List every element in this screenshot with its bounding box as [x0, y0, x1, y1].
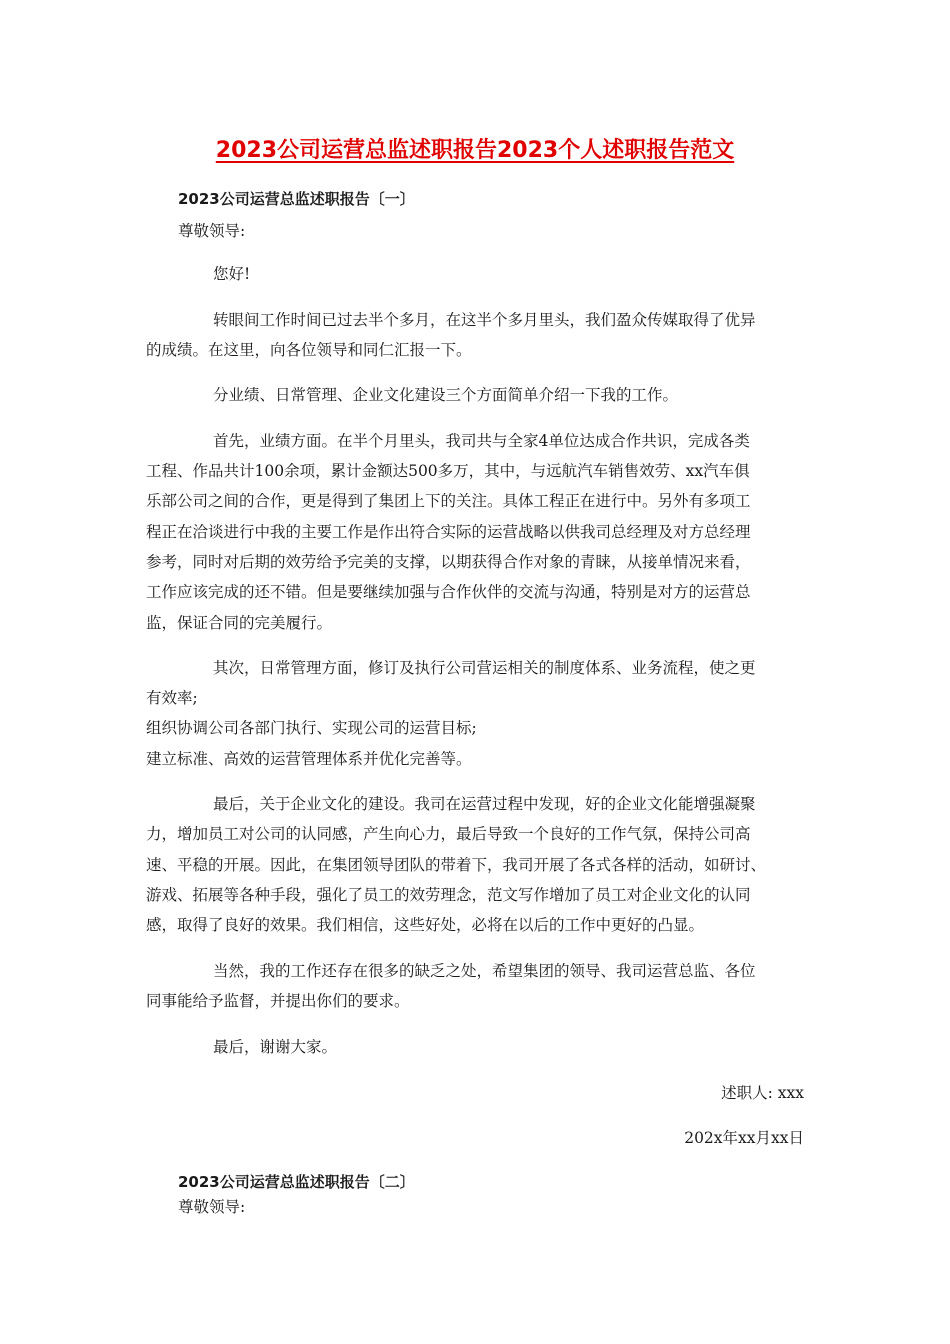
- paragraph-line: 监，保证合同的完美履行。: [146, 614, 333, 632]
- paragraph-line: 工程、作品共计100余项，累计金额达500多万，其中，与远航汽车销售效劳、xx汽车俱: [146, 462, 750, 480]
- paragraph-line: 程正在洽谈进行中我的主要工作是作出符合实际的运营战略以供我司总经理及对方总经理: [146, 523, 751, 541]
- paragraph-line: 速、平稳的开展。因此，在集团领导团队的带着下，我司开展了各式各样的活动，如研讨、: [146, 856, 767, 874]
- paragraph-line: 参考，同时对后期的效劳给予完美的支撑，以期获得合作对象的青睐，从接单情况来看，: [146, 553, 751, 571]
- paragraph-line: 乐部公司之间的合作，更是得到了集团上下的关注。具体工程正在进行中。另外有多项工: [146, 492, 751, 510]
- paragraph-line: 其次，日常管理方面，修订及执行公司营运相关的制度体系、业务流程，使之更: [213, 659, 756, 677]
- document-title: 2023公司运营总监述职报告2023个人述职报告范文: [215, 138, 735, 163]
- paragraph-line: 当然，我的工作还存在很多的缺乏之处，希望集团的领导、我司运营总监、各位: [213, 962, 756, 980]
- salutation-2: 尊敬领导:: [178, 1198, 246, 1216]
- paragraph-line: 分业绩、日常管理、企业文化建设三个方面简单介绍一下我的工作。: [213, 386, 679, 404]
- salutation-1: 尊敬领导:: [178, 222, 246, 240]
- paragraph-line: 建立标准、高效的运营管理体系并优化完善等。: [146, 750, 472, 768]
- paragraph-line: 最后，谢谢大家。: [213, 1038, 338, 1056]
- paragraph-line: 转眼间工作时间已过去半个多月，在这半个多月里头，我们盈众传媒取得了优异: [213, 311, 756, 329]
- paragraph-line: 工作应该完成的还不错。但是要继续加强与合作伙伴的交流与沟通，特别是对方的运营总: [146, 583, 751, 601]
- paragraph-line: 同事能给予监督，并提出你们的要求。: [146, 992, 410, 1010]
- paragraph-line: 首先，业绩方面。在半个月里头，我司共与全家4单位达成合作共识，完成各类: [213, 432, 750, 450]
- paragraph-line: 组织协调公司各部门执行、实现公司的运营目标;: [146, 719, 477, 737]
- paragraph-line: 感，取得了良好的效果。我们相信，这些好处，必将在以后的工作中更好的凸显。: [146, 916, 705, 934]
- paragraph-line: 的成绩。在这里，向各位领导和同仁汇报一下。: [146, 341, 472, 359]
- paragraph-line: 最后，关于企业文化的建设。我司在运营过程中发现，好的企业文化能增强凝聚: [213, 795, 756, 813]
- greeting: 您好!: [213, 265, 251, 283]
- paragraph-line: 力，增加员工对公司的认同感，产生向心力，最后导致一个良好的工作气氛，保持公司高: [146, 825, 751, 843]
- date: 202x年xx月xx日: [684, 1129, 804, 1147]
- section-heading-2: 2023公司运营总监述职报告〔二〕: [178, 1173, 415, 1191]
- signature: 述职人: xxx: [721, 1084, 804, 1102]
- paragraph-line: 游戏、拓展等各种手段，强化了员工的效劳理念，范文写作增加了员工对企业文化的认同: [146, 886, 751, 904]
- section-heading-1: 2023公司运营总监述职报告〔一〕: [178, 190, 415, 208]
- paragraph-line: 有效率;: [146, 689, 198, 707]
